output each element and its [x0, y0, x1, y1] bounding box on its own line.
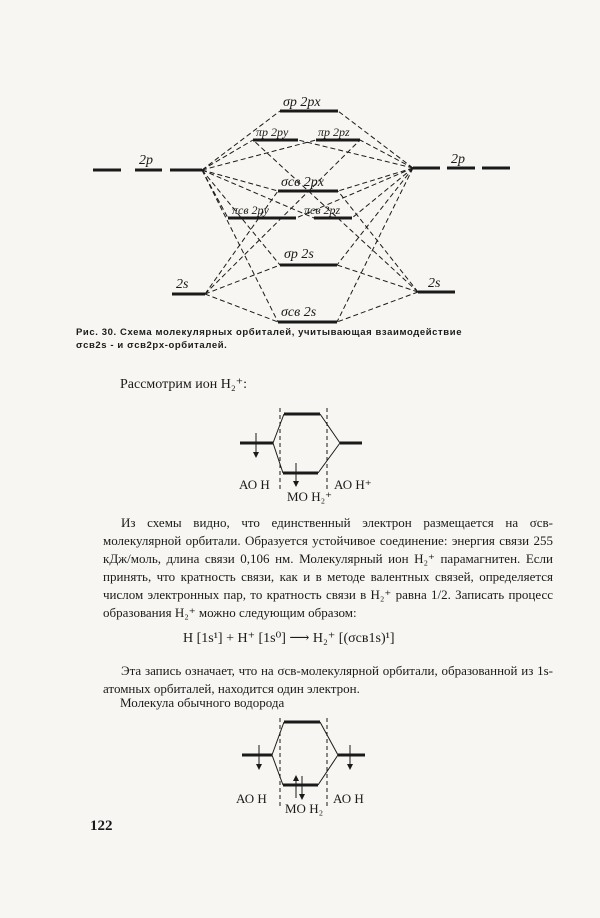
caption-line-1: Рис. 30. Схема молекулярных орбиталей, учитывающая взаимодействие	[76, 327, 463, 338]
sigma-p-2s-label: σp 2s	[284, 247, 314, 262]
sigma-sv-2px-label: σсв 2px	[281, 175, 324, 190]
h2plus-ao-left-label: АО H	[239, 477, 270, 492]
intro-text: Рассмотрим ион H₂⁺:	[120, 377, 247, 392]
right-2p-label: 2p	[451, 152, 465, 167]
mo-scheme-figure-30	[0, 0, 600, 330]
right-2s-label: 2s	[428, 276, 441, 291]
formation-equation: H [1s¹] + H⁺ [1s⁰] ⟶ H₂⁺ [(σсв1s)¹]	[183, 631, 395, 646]
paragraph-3: Молекула обычного водорода	[120, 695, 285, 710]
h2-mo-label: МО H₂	[285, 801, 324, 816]
paragraph-1: Из схемы видно, что единственный электрон размещается на σсв-молекулярной орбитали. Образуется устойчивое соединение: энергия связи 255 кДж/моль, длина связи 0,106 нм. Молекулярный ион H₂⁺ парамагнитен. Если принять, что кратность связи, как и в методе валентных связей, определяется числом электронных пар, то кратность связи в H₂⁺ равна 1/2. Записать процесс образования H₂⁺ можно следующим образом:	[103, 515, 553, 620]
left-2p-label: 2p	[139, 153, 153, 168]
pi-p-2py-label: πp 2py	[256, 125, 289, 139]
h2-ao-left-label: АО H	[236, 791, 267, 806]
paragraph-2: Эта запись означает, что на σсв-молекулярной орбитали, образованной из 1s-атомных орбиталей, находится один электрон.	[103, 663, 553, 696]
pi-sv-2py-label: πсв 2py	[232, 203, 269, 217]
h2-ao-right-label: АО H	[333, 791, 364, 806]
page-number: 122	[90, 818, 113, 834]
h2plus-mo-label: МО H₂⁺	[287, 489, 332, 504]
sigma-p-2px-label: σp 2px	[283, 95, 321, 110]
left-2s-label: 2s	[176, 277, 189, 292]
h2plus-ao-right-label: АО H⁺	[334, 477, 372, 492]
pi-p-2pz-label: πp 2pz	[318, 125, 350, 139]
caption-line-2: σсв2s - и σсв2px-орбиталей.	[76, 340, 228, 351]
figure-caption	[76, 326, 536, 352]
pi-sv-2pz-label: πсв 2pz	[304, 203, 341, 217]
sigma-sv-2s-label: σсв 2s	[281, 305, 317, 320]
